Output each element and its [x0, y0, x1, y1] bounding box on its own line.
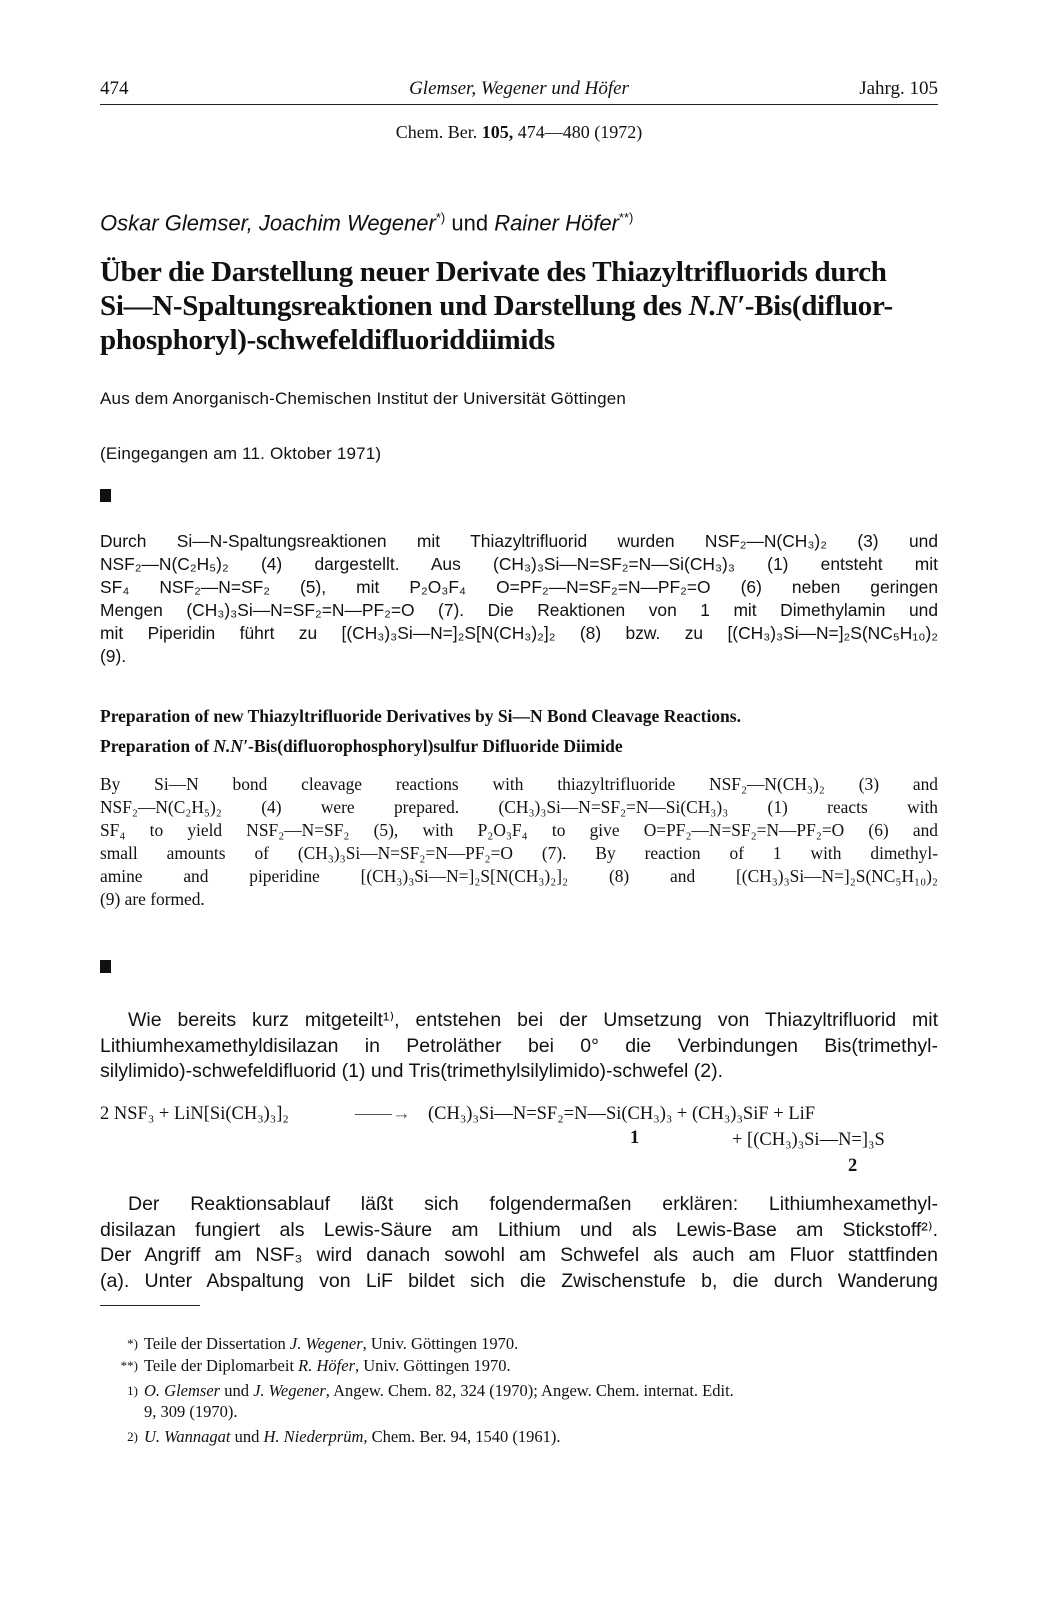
title-line-2-nn: N.N′	[688, 290, 745, 322]
body-line: Der Reaktionsablauf läßt sich folgendermaßen erklären: Lithiumhexamethyl-	[128, 1193, 938, 1215]
abstract-en-line: amine and piperidine [(CH₃)₃Si—N=]₂S[N(CH₃)₂]₂ (8) and [(CH₃)₃Si—N=]₂S(NC₅H₁₀)₂	[100, 866, 938, 886]
footnote-text: , Univ. Göttingen 1970.	[362, 1334, 519, 1353]
english-title-line-1: Preparation of new Thiazyltrifluoride Derivatives by Si—N Bond Cleavage Reactions.	[100, 706, 741, 726]
footnote-person: U. Wannagat	[144, 1427, 231, 1446]
footnote-continuation: 9, 309 (1970).	[144, 1402, 238, 1421]
equation-products-1: (CH₃)₃Si—N=SF₂=N—Si(CH₃)₃ + (CH₃)₃SiF + LiF	[428, 1104, 816, 1124]
journal-page	[100, 0, 938, 1600]
citation-pages: 474—480 (1972)	[517, 122, 643, 142]
footnote	[100, 1426, 938, 1447]
abstract-de-line: mit Piperidin führt zu [(CH₃)₃Si—N=]₂S[N(CH₃)₂]₂ (8) bzw. zu [(CH₃)₃Si—N=]₂S(NC₅H₁₀)₂	[100, 623, 938, 643]
footnote-text: und	[220, 1381, 254, 1400]
equation-lhs: 2 NSF₃ + LiN[Si(CH₃)₃]₂	[100, 1104, 289, 1124]
footnote-person: R. Höfer	[298, 1356, 355, 1375]
citation-volume: 105,	[481, 122, 514, 142]
footnote-text: Teile der Diplomarbeit	[144, 1356, 299, 1375]
title-line-1: Über die Darstellung neuer Derivate des Thiazyltrifluorids durch	[100, 256, 887, 288]
footnote-text: , Chem. Ber. 94, 1540 (1961).	[363, 1427, 561, 1446]
english-title-nn: N.N′	[213, 736, 248, 756]
abstract-de-line: (9).	[100, 646, 127, 666]
body-line: Lithiumhexamethyldisilazan in Petroläther bei 0° die Verbindungen Bis(trimethyl-	[100, 1034, 938, 1057]
equation-products-2: + [(CH₃)₃Si—N=]₃S	[732, 1130, 885, 1150]
title-line-3: phosphoryl)-schwefeldifluoriddiimids	[100, 324, 555, 356]
abstract-de-line: Durch Si—N-Spaltungsreaktionen mit Thiazyltrifluorid wurden NSF₂—N(CH₃)₂ (3) und	[100, 531, 938, 551]
footnote-text: und	[230, 1427, 264, 1446]
body-line: disilazan fungiert als Lewis-Säure am Lithium und als Lewis-Base am Stickstoff²⁾.	[100, 1218, 938, 1241]
author-line	[100, 210, 633, 236]
footnote-mark: **)	[120, 1358, 138, 1373]
footnote-person: J. Wegener	[289, 1334, 363, 1353]
running-authors: Glemser, Wegener und Höfer	[409, 78, 629, 99]
equation-label-1: 1	[630, 1128, 640, 1148]
abstract-en-line: By Si—N bond cleavage reactions with thiazyltrifluoride NSF₂—N(CH₃)₂ (3) and	[100, 774, 938, 794]
equation-arrow: ——→	[355, 1104, 411, 1124]
footnote-text: Teile der Dissertation	[144, 1334, 290, 1353]
english-title-line-2	[100, 736, 623, 757]
abstract-en-line: NSF₂—N(C₂H₅)₂ (4) were prepared. (CH₃)₃Si—N=SF₂=N—Si(CH₃)₃ (1) reacts with	[100, 797, 938, 817]
author-conjunction: und	[451, 210, 489, 236]
english-title-2a: Preparation of	[100, 736, 210, 756]
footnote-text: , Univ. Göttingen 1970.	[355, 1356, 511, 1375]
journal-citation	[100, 122, 938, 143]
footnote-text: , Angew. Chem. 82, 324 (1970); Angew. Chem. internat. Edit.	[325, 1381, 734, 1400]
body-line: (a). Unter Abspaltung von LiF bildet sich die Zwischenstufe b, die durch Wanderung	[100, 1269, 938, 1292]
abstract-de-line: SF₄ NSF₂—N=SF₂ (5), mit P₂O₃F₄ O=PF₂—N=SF₂=N—PF₂=O (6) neben geringen	[100, 577, 938, 597]
body-line: Der Angriff am NSF₃ wird danach sowohl am Schwefel als auch am Fluor stattfinden	[100, 1244, 938, 1266]
footnote	[100, 1333, 938, 1354]
journal-volume: Jahrg. 105	[859, 78, 938, 99]
abstract-german	[100, 530, 938, 668]
section-marker-square	[100, 489, 111, 502]
abstract-de-line: NSF₂—N(C₂H₅)₂ (4) dargestellt. Aus (CH₃)₃Si—N=SF₂=N—Si(CH₃)₃ (1) entsteht mit	[100, 554, 938, 574]
abstract-en-line: small amounts of (CH₃)₃Si—N=SF₂=N—PF₂=O (7). By reaction of 1 with dimethyl-	[100, 843, 938, 863]
author-mark-2: **)	[618, 210, 634, 225]
footnote-mark: 1)	[127, 1383, 138, 1398]
footnote-person: O. Glemser	[144, 1381, 221, 1400]
body-line: Wie bereits kurz mitgeteilt¹⁾, entstehen bei der Umsetzung von Thiazyltrifluorid mit	[128, 1009, 938, 1031]
citation-prefix: Chem. Ber.	[395, 122, 478, 142]
footnote-person: H. Niederprüm	[263, 1427, 364, 1446]
footnote-rule	[100, 1305, 200, 1306]
body-line: silylimido)-schwefeldifluorid (1) und Tris(trimethylsilylimido)-schwefel (2).	[100, 1060, 724, 1082]
section-marker-square	[100, 960, 111, 973]
abstract-de-line: Mengen (CH₃)₃Si—N=SF₂=N—PF₂=O (7). Die Reaktionen von 1 mit Dimethylamin und	[100, 600, 938, 620]
footnote-mark: 2)	[127, 1429, 138, 1444]
author-names-2: Rainer Höfer	[494, 210, 619, 236]
header-rule	[100, 104, 938, 105]
footnote	[100, 1380, 938, 1422]
institute-line: Aus dem Anorganisch-Chemischen Institut der Universität Göttingen	[100, 389, 627, 408]
english-title-2b: -Bis(difluorophosphoryl)sulfur Difluoride Diimide	[248, 736, 623, 756]
received-date: (Eingegangen am 11. Oktober 1971)	[100, 444, 382, 463]
title-line-2-b: -Bis(difluor-	[744, 290, 893, 322]
equation-label-2: 2	[848, 1156, 858, 1176]
title-line-2	[100, 289, 940, 323]
abstract-en-line: SF₄ to yield NSF₂—N=SF₂ (5), with P₂O₃F₄ to give O=PF₂—N=SF₂=N—PF₂=O (6) and	[100, 820, 938, 840]
title-line-2-a: Si—N-Spaltungsreaktionen und Darstellung des	[100, 290, 682, 322]
author-names-1: Oskar Glemser, Joachim Wegener	[100, 210, 436, 236]
footnote-mark: *)	[127, 1336, 138, 1351]
running-header	[100, 78, 938, 104]
abstract-english	[100, 773, 938, 911]
footnote	[100, 1355, 938, 1376]
page-number: 474	[100, 78, 129, 99]
body-paragraph-1	[100, 1008, 938, 1085]
abstract-en-line: (9) are formed.	[100, 889, 205, 909]
article-title	[100, 255, 940, 357]
footnote-person: J. Wegener	[253, 1381, 326, 1400]
body-paragraph-2	[100, 1192, 938, 1294]
author-mark-1: *)	[435, 210, 446, 225]
